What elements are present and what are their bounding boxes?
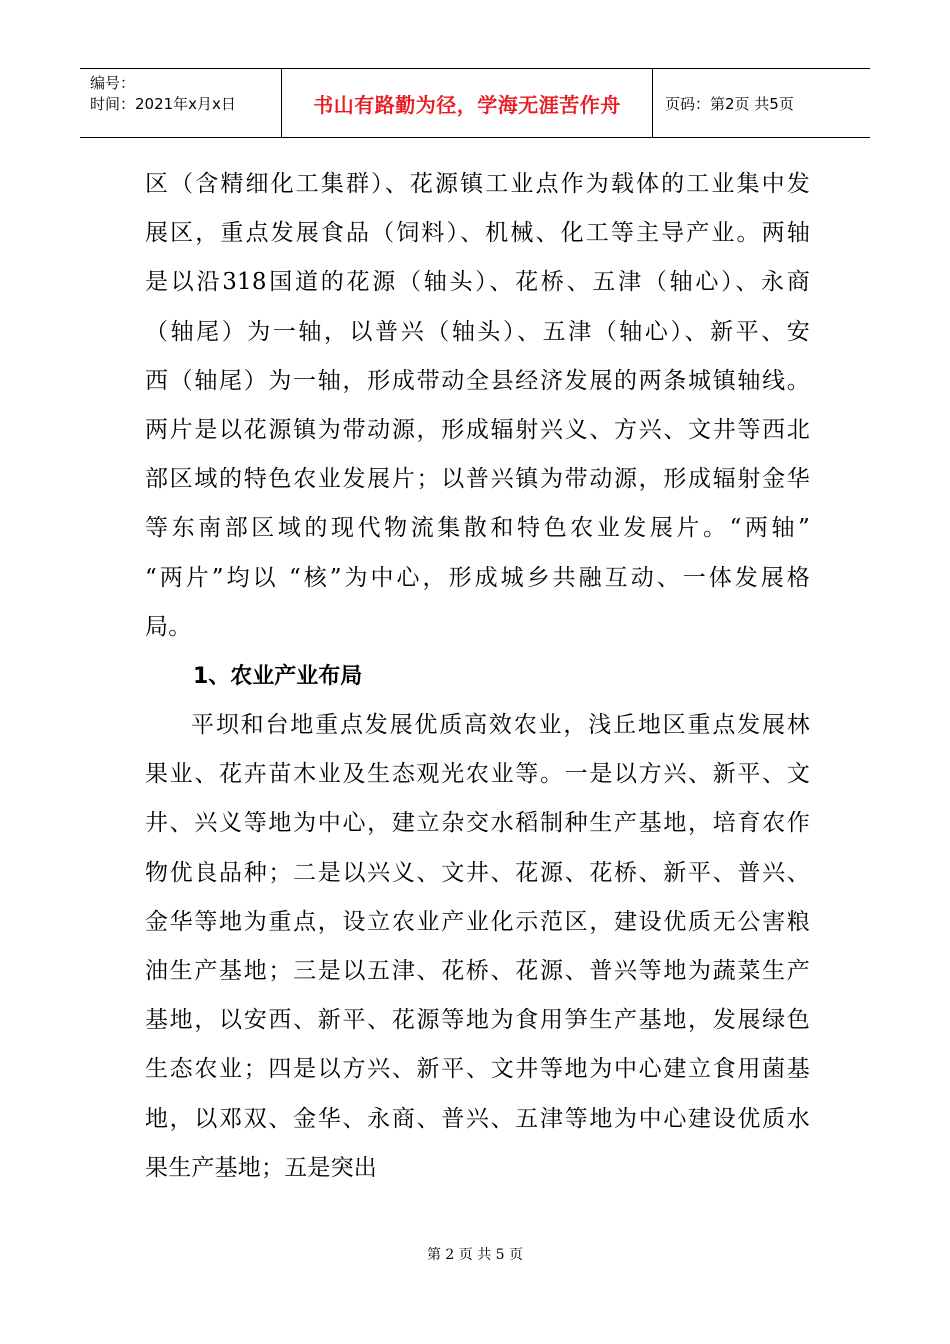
paragraph-line: 基地，以安西、新平、花源等地为食用笋生产基地，发展绿色 xyxy=(145,1007,810,1034)
paragraph-line: 西（轴尾）为一轴，形成带动全县经济发展的两条城镇轴线。 xyxy=(145,367,810,394)
time-label: 时间：2021年x月x日 xyxy=(90,95,236,113)
footer-page-number: 第 2 页 共 5 页 xyxy=(426,1247,524,1263)
paragraph-line: 物优良品种；二是以兴义、文井、花源、花桥、新平、普兴、 xyxy=(145,859,810,886)
paragraph-line: 局。 xyxy=(145,613,192,640)
header-page-cell xyxy=(653,69,870,137)
header-meta-cell xyxy=(80,69,282,137)
paragraph-line: 生态农业；四是以方兴、新平、文井等地为中心建立食用菌基 xyxy=(145,1056,810,1083)
paragraph-line: 金华等地为重点，设立农业产业化示范区，建设优质无公害粮 xyxy=(145,908,810,935)
section-heading: 1、农业产业布局 xyxy=(193,663,363,689)
paragraph-line: 油生产基地；三是以五津、花桥、花源、普兴等地为蔬菜生产 xyxy=(145,958,810,984)
paragraph-line: 区（含精细化工集群）、花源镇工业点作为载体的工业集中发 xyxy=(145,171,810,197)
paragraph-line: 等东南部区域的现代物流集散和特色农业发展片。“两轴” xyxy=(145,515,810,542)
page-footer xyxy=(0,1244,950,1264)
paragraph-line: 果生产基地；五是突出 xyxy=(145,1154,377,1181)
paragraph-line: 平坝和台地重点发展优质高效农业，浅丘地区重点发展林 xyxy=(191,712,810,739)
paragraph-line: （轴尾）为一轴，以普兴（轴头）、五津（轴心）、新平、安 xyxy=(145,318,810,345)
document-body xyxy=(145,160,810,1193)
page-info: 页码：第2页 共5页 xyxy=(665,94,794,113)
paragraph-line: 部区域的特色农业发展片；以普兴镇为带动源，形成辐射金华 xyxy=(145,466,810,493)
paragraph-line: 展区，重点发展食品（饲料）、机械、化工等主导产业。两轴 xyxy=(145,220,810,247)
header-motto-cell xyxy=(282,69,653,137)
paragraph-line: 井、兴义等地为中心，建立杂交水稻制种生产基地，培育农作 xyxy=(145,810,810,837)
paragraph-line: 地，以邓双、金华、永商、普兴、五津等地为中心建设优质水 xyxy=(145,1105,810,1132)
paragraph-line: 是以沿318国道的花源（轴头）、花桥、五津（轴心）、永商 xyxy=(145,269,810,296)
number-label: 编号： xyxy=(90,74,136,92)
paragraph-line: 两片是以花源镇为带动源，形成辐射兴义、方兴、文井等西北 xyxy=(145,416,810,443)
paragraph-line: “两片”均以 “核”为中心，形成城乡共融互动、一体发展格 xyxy=(145,564,810,591)
motto-text: 书山有路勤为径，学海无涯苦作舟 xyxy=(313,92,621,117)
document-header xyxy=(80,68,870,138)
paragraph-line: 果业、花卉苗木业及生态观光农业等。一是以方兴、新平、文 xyxy=(145,761,810,788)
